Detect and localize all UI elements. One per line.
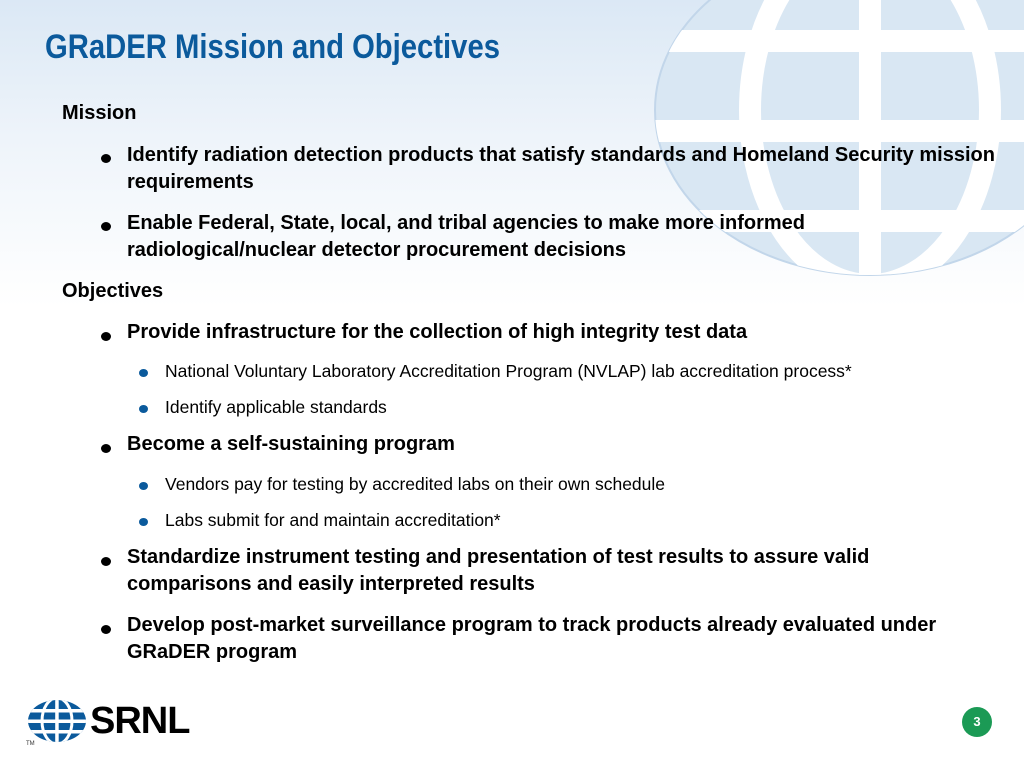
sub-bullet-icon [139,482,148,490]
bullet-icon [101,154,111,163]
sub-bullet-icon [139,405,148,413]
sub-bullet-icon [139,518,148,526]
bullet-icon [101,557,111,566]
sub-bullet-icon [139,369,148,377]
srnl-logo-text: SRNL [90,700,190,742]
objective-item: Standardize instrument testing and presentation of test results to assure valid comparisons and easily interpreted results [127,546,870,595]
trademark-mark: TM [26,741,35,747]
bullet-icon [101,332,111,341]
objective-subitem: Vendors pay for testing by accredited labs on their own schedule [165,474,666,494]
objective-subitem: Labs submit for and maintain accreditation* [165,510,501,530]
objective-item: Provide infrastructure for the collection of high integrity test data [127,321,748,343]
mission-item: Identify radiation detection products that satisfy standards and Homeland Security mission requirements [127,144,995,193]
page-number-badge: 3 [962,707,992,737]
objective-subitem: National Voluntary Laboratory Accreditation Program (NVLAP) lab accreditation process* [165,361,852,381]
objective-subitem: Identify applicable standards [165,397,387,417]
objective-item: Develop post-market surveillance program to track products already evaluated under GRaDER program [127,614,937,663]
objectives-heading: Objectives [62,280,164,302]
bullet-icon [101,222,111,231]
bullet-icon [101,444,111,453]
objective-item: Become a self-sustaining program [127,433,455,455]
bullet-icon [101,625,111,634]
slide-title: GRaDER Mission and Objectives [45,28,500,66]
mission-heading: Mission [62,102,137,124]
mission-item: Enable Federal, State, local, and tribal agencies to make more informed radiological/nuclear detector procurement decisions [127,212,805,261]
